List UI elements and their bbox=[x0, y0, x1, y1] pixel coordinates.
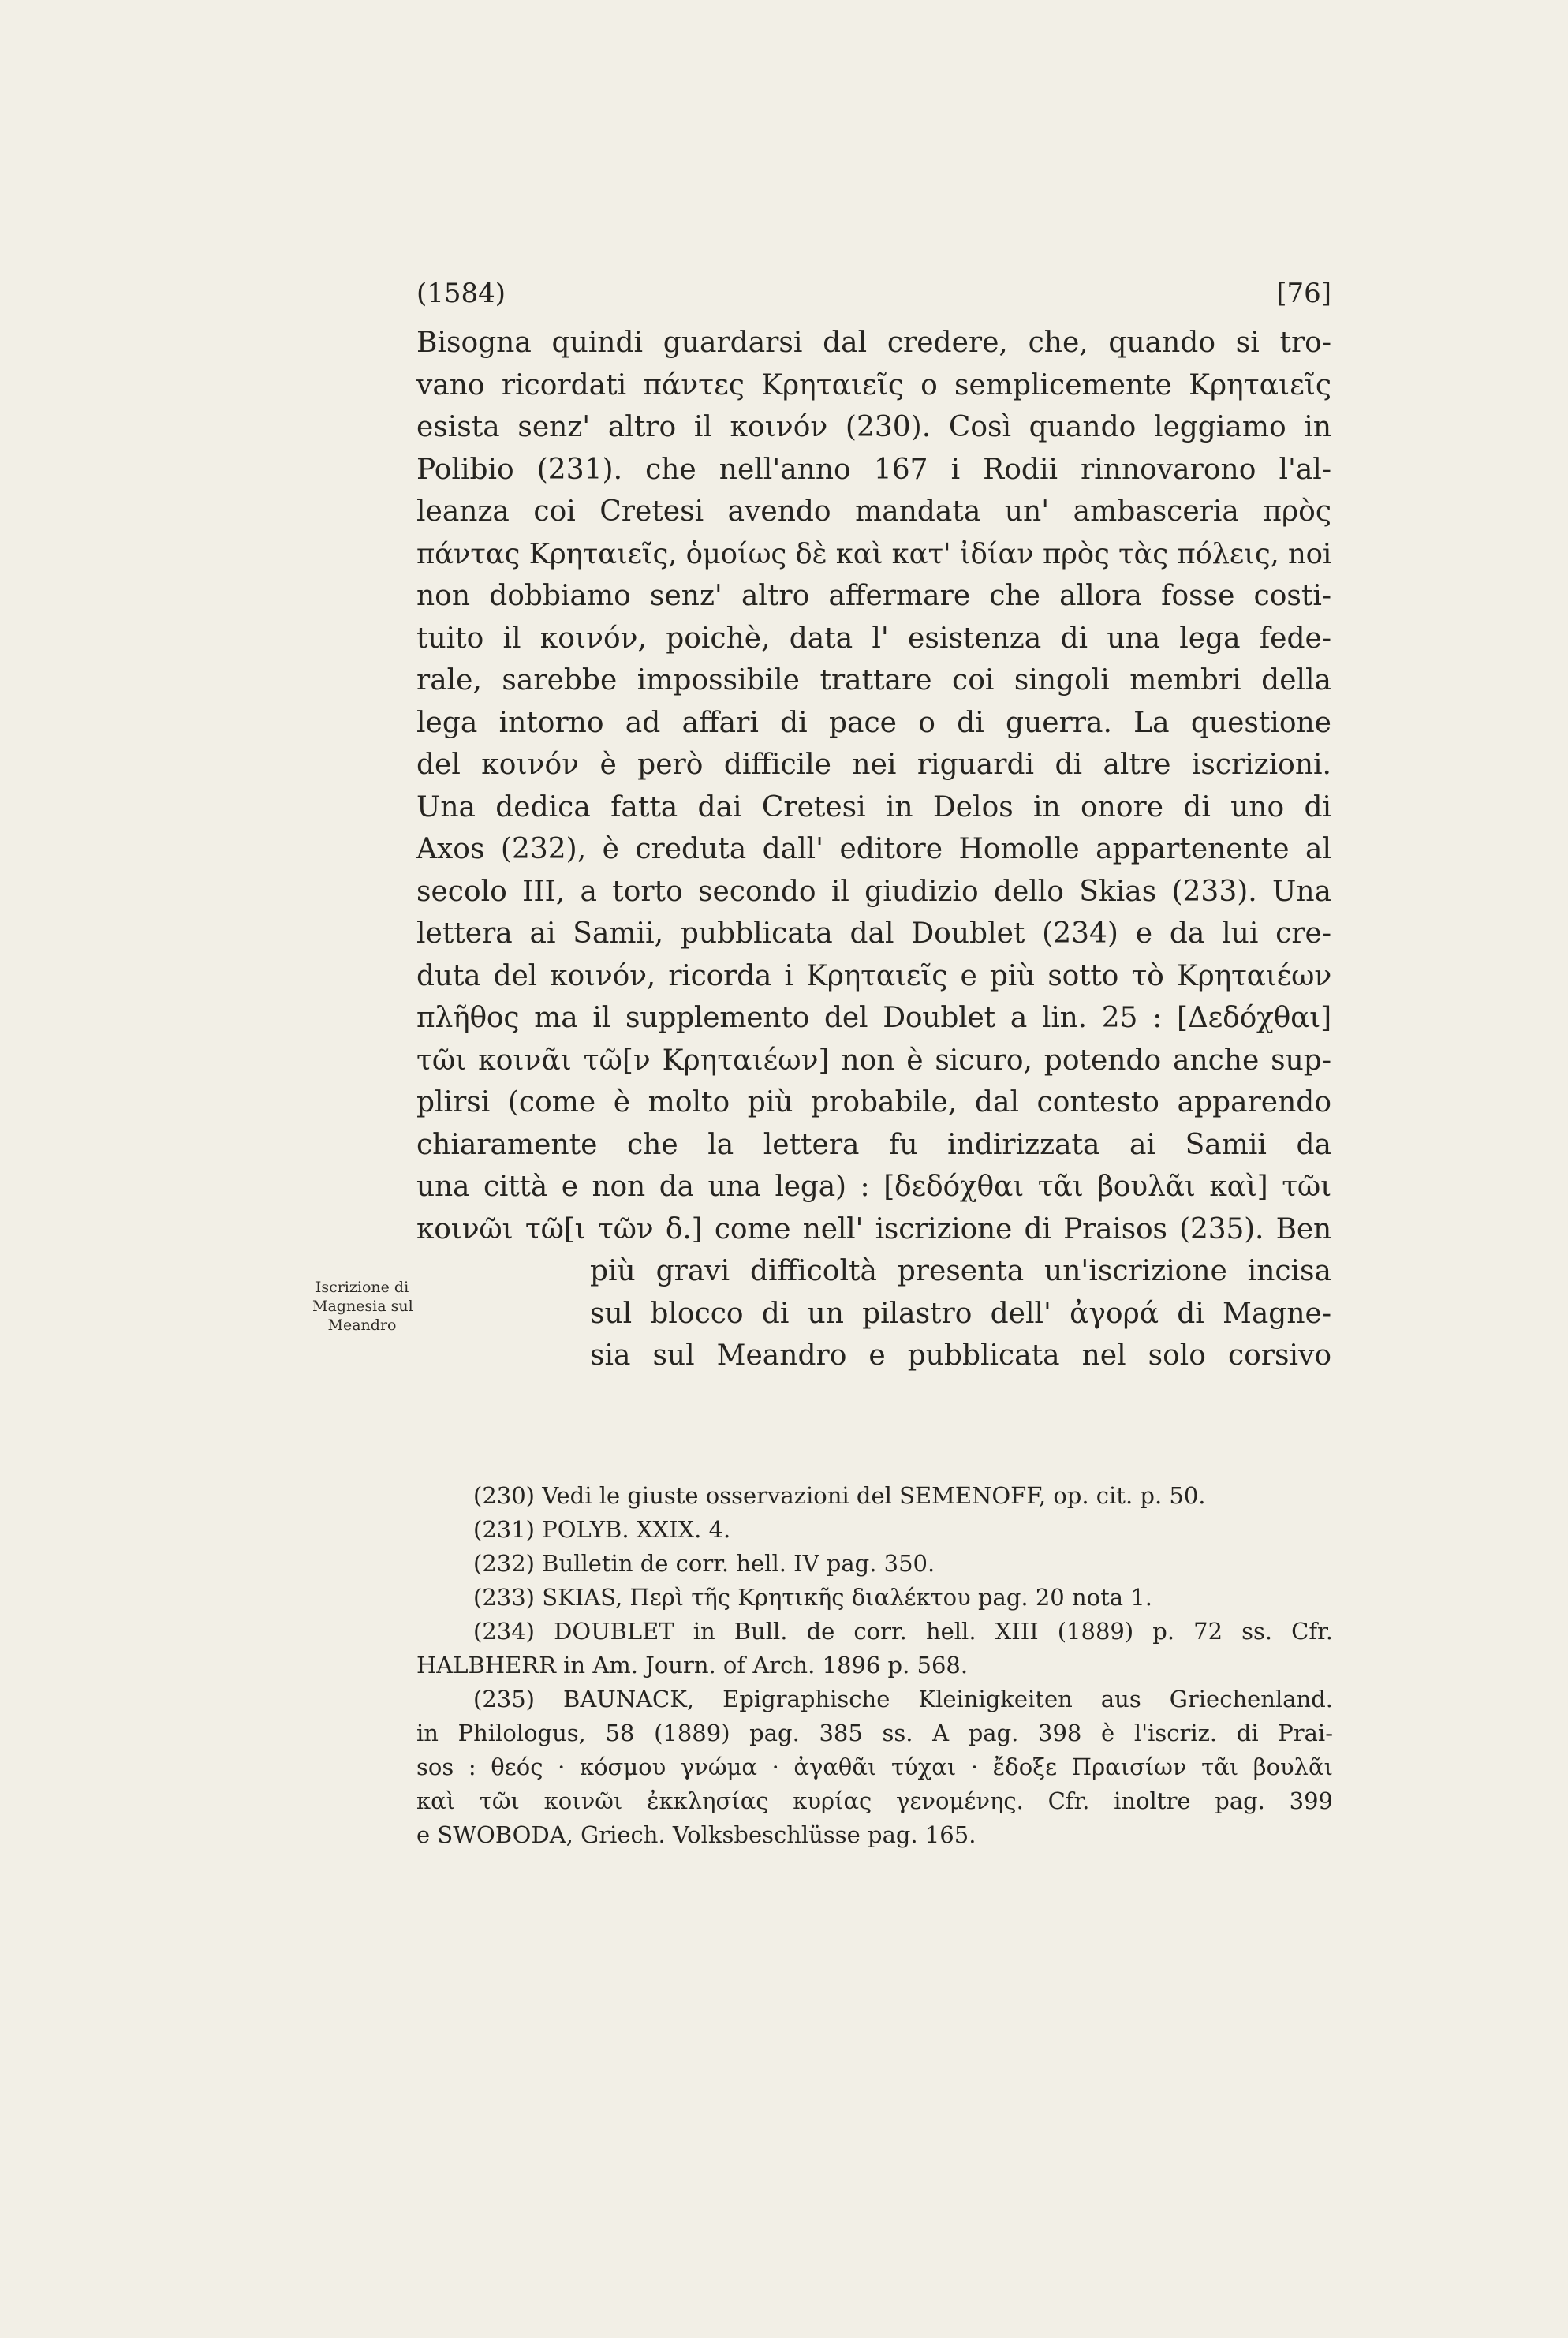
text-line: non dobbiamo senz' altro affermare che allora fosse costi- bbox=[416, 580, 1331, 612]
text-line: rale, sarebbe impossibile trattare coi singoli membri della bbox=[416, 664, 1331, 697]
text-line: lettera ai Samii, pubblicata dal Doublet (234) e da lui cre- bbox=[416, 917, 1331, 950]
margin-note-line: Magnesia sul bbox=[312, 1298, 413, 1315]
footnote: (230) Vedi le giuste osservazioni del SEMENOFF, op. cit. p. 50. bbox=[473, 1482, 1206, 1509]
footnote: (235) BAUNACK, Epigraphische Kleinigkeiten aus Griechenland. bbox=[473, 1686, 1333, 1712]
text-line: Una dedica fatta dai Cretesi in Delos in onore di uno di bbox=[416, 790, 1331, 824]
footnote-continuation: HALBHERR in Am. Journ. of Arch. 1896 p. 568. bbox=[416, 1652, 969, 1679]
text-line: duta del κοινόν, ricorda i Κρηταιεῖς e più sotto τὸ Κρηταιέων bbox=[416, 959, 1331, 992]
footnote: (232) Bulletin de corr. hell. IV pag. 350. bbox=[473, 1550, 935, 1577]
text-line: τῶι κοινᾶι τῶ[ν Κρηταιέων] non è sicuro, potendo anche sup- bbox=[416, 1044, 1331, 1077]
text-line: del κοινόν è però difficile nei riguardi di altre iscrizioni. bbox=[416, 749, 1331, 781]
footnote: (233) SKIAS, Περὶ τῆς Κρητικῆς διαλέκτου pag. 20 nota 1. bbox=[473, 1584, 1152, 1611]
text-line: πλῆθος ma il supplemento del Doublet a lin. 25 : [Δεδόχθαι] bbox=[416, 1002, 1331, 1034]
page-header bbox=[416, 278, 1331, 317]
text-line: secolo III, a torto secondo il giudizio dello Skias (233). Una bbox=[416, 875, 1331, 908]
text-line: lega intorno ad affari di pace o di guerra. La questione bbox=[416, 706, 1331, 739]
footnote-continuation: sos : θεός · κόσμου γνώμα · ἀγαθᾶι τύχαι · ἔδοξε Πραισίων τᾶι βουλᾶι bbox=[416, 1754, 1333, 1780]
footnote-continuation: in Philologus, 58 (1889) pag. 385 ss. A pag. 398 è l'iscriz. di Prai- bbox=[416, 1720, 1333, 1746]
main-text bbox=[416, 322, 1331, 1377]
text-line: tuito il κοινόν, poichè, data l' esistenza di una lega fede- bbox=[416, 622, 1331, 655]
footnote: (231) POLYB. XXIX. 4. bbox=[473, 1516, 731, 1543]
text-line: sia sul Meandro e pubblicata nel solo corsivo bbox=[590, 1339, 1331, 1372]
footnote-continuation: e SWOBODA, Griech. Volksbeschlüsse pag. 165. bbox=[416, 1821, 976, 1848]
margin-note-line: Iscrizione di bbox=[315, 1279, 409, 1296]
text-line: una città e non da una lega) : [δεδόχθαι τᾶι βουλᾶι καὶ] τῶι bbox=[416, 1171, 1331, 1203]
text-line: Polibio (231). che nell'anno 167 i Rodii rinnovarono l'al- bbox=[416, 453, 1331, 486]
text-line: πάντας Κρηταιεῖς, ὁμοίως δὲ καὶ κατ' ἰδίαν πρὸς τὰς πόλεις, noi bbox=[416, 537, 1331, 570]
text-line: leanza coi Cretesi avendo mandata un' ambasceria πρὸς bbox=[416, 495, 1331, 528]
text-line: esista senz' altro il κοινόν (230). Così quando leggiamo in bbox=[416, 411, 1331, 443]
page-number-left: (1584) bbox=[416, 278, 506, 309]
page-number-right: [76] bbox=[1276, 278, 1331, 309]
text-line: Bisogna quindi guardarsi dal credere, che, quando si tro- bbox=[416, 327, 1331, 359]
text-line: Axos (232), è creduta dall' editore Homolle appartenente al bbox=[416, 833, 1331, 865]
margin-note-line: Meandro bbox=[327, 1317, 397, 1334]
text-line: chiaramente che la lettera fu indirizzata ai Samii da bbox=[416, 1128, 1331, 1161]
footnote: (234) DOUBLET in Bull. de corr. hell. XIII (1889) p. 72 ss. Cfr. bbox=[473, 1618, 1333, 1645]
text-line: vano ricordati πάντες Κρηταιεῖς o semplicemente Κρηταιεῖς bbox=[416, 368, 1331, 401]
text-line: plirsi (come è molto più probabile, dal contesto apparendo bbox=[416, 1086, 1331, 1119]
footnote-continuation: καὶ τῶι κοινῶι ἐκκλησίας κυρίας γενομένης. Cfr. inoltre pag. 399 bbox=[416, 1787, 1333, 1814]
text-line: più gravi difficoltà presenta un'iscrizione incisa bbox=[590, 1255, 1331, 1287]
margin-note bbox=[312, 1278, 412, 1335]
text-line: sul blocco di un pilastro dell' ἀγορά di Magne- bbox=[590, 1297, 1331, 1330]
text-line: κοινῶι τῶ[ι τῶν δ.] come nell' iscrizione di Praisos (235). Ben bbox=[416, 1212, 1331, 1246]
footnotes bbox=[416, 1479, 1333, 1852]
